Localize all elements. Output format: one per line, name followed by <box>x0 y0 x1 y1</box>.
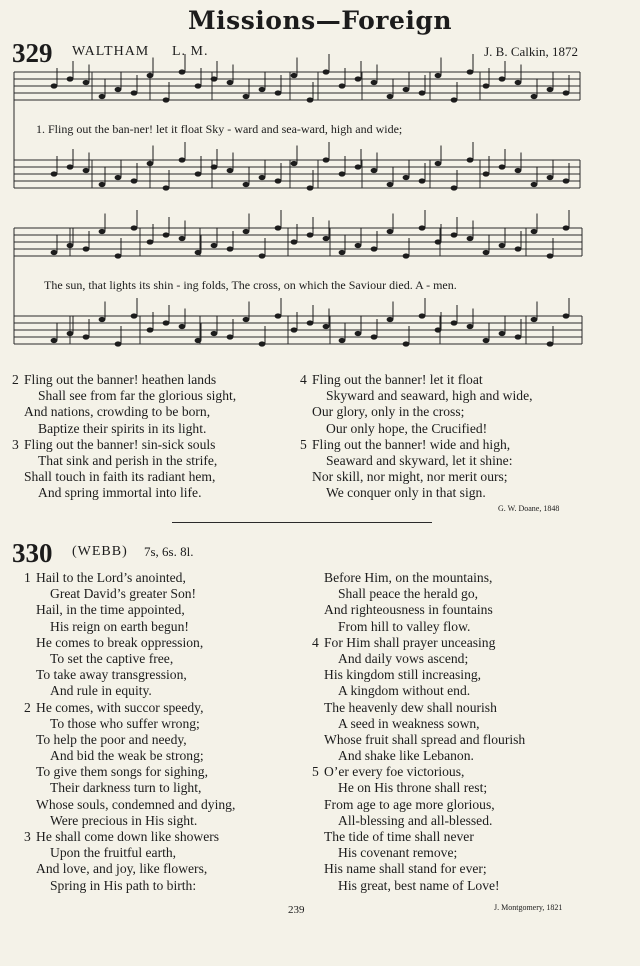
notehead <box>275 178 282 183</box>
stanza-line <box>24 635 235 651</box>
stanza-line <box>12 485 236 501</box>
stanza-line <box>312 651 525 667</box>
stanza-number: 4 <box>312 634 319 650</box>
lyric-line-1: 1. Fling out the ban-ner! let it float Sky - ward and sea-ward, high and wide; <box>36 122 403 136</box>
notehead <box>515 168 522 173</box>
notehead <box>483 171 490 176</box>
notehead <box>419 225 426 230</box>
notehead <box>563 225 570 230</box>
stanza-text: Spring in His path to birth: <box>50 877 197 893</box>
music-score <box>0 0 640 360</box>
stanza-text: Were precious in His sight. <box>50 812 198 828</box>
stanza-text: And love, and joy, like flowers, <box>36 861 208 877</box>
notehead <box>403 175 410 180</box>
stanza-text: The heavenly dew shall nourish <box>324 699 497 715</box>
stanza-line <box>24 732 235 748</box>
notehead <box>355 76 362 81</box>
stanza-text: From age to age more glorious, <box>324 796 495 812</box>
stanza-text: And shake like Lebanon. <box>338 748 474 764</box>
notehead <box>467 69 474 74</box>
notehead <box>275 90 282 95</box>
stanza-text: For Him shall prayer unceasing <box>324 634 496 650</box>
lyric-line-2: The sun, that lights its shin - ing folds, The cross, on which the Saviour died. A - men. <box>44 278 457 292</box>
notehead <box>403 253 410 258</box>
stanza-text: Their darkness turn to light, <box>50 780 202 796</box>
notehead <box>259 253 266 258</box>
page-title: Missions—Foreign <box>187 6 453 35</box>
page-number: 239 <box>288 904 305 916</box>
notehead <box>211 76 218 81</box>
stanza-line <box>312 586 525 602</box>
notehead <box>387 182 394 187</box>
notehead <box>179 236 186 241</box>
notehead <box>195 83 202 88</box>
notehead <box>371 246 378 251</box>
notehead <box>483 83 490 88</box>
stanza-number: 5 <box>312 764 319 780</box>
notehead <box>531 229 538 234</box>
stanza-number: 3 <box>12 436 19 452</box>
notehead <box>99 317 106 322</box>
notehead <box>259 87 266 92</box>
stanza-line <box>12 453 236 469</box>
notehead <box>435 161 442 166</box>
notehead <box>275 313 282 318</box>
stanza-line <box>24 667 235 683</box>
notehead <box>563 178 570 183</box>
stanza-text: To help the poor and needy, <box>36 731 187 747</box>
stanza-line <box>24 813 235 829</box>
notehead <box>275 225 282 230</box>
stanza-line <box>300 437 533 453</box>
notehead <box>211 331 218 336</box>
notehead <box>227 246 234 251</box>
stanza-line <box>24 683 235 699</box>
stanza-text: To set the captive free, <box>50 650 174 666</box>
stanza-text: To give them songs for sighing, <box>36 764 208 780</box>
stanza-line <box>24 780 235 796</box>
stanza-line <box>24 764 235 780</box>
notehead <box>179 69 186 74</box>
notehead <box>563 90 570 95</box>
notehead <box>307 185 314 190</box>
stanza-text: Our glory, only in the cross; <box>312 404 465 420</box>
notehead <box>371 334 378 339</box>
stanza-line <box>24 878 235 894</box>
notehead <box>99 182 106 187</box>
stanza-text: Fling out the banner! wide and high, <box>312 436 511 452</box>
stanza-line <box>312 813 525 829</box>
notehead <box>147 161 154 166</box>
author-329: G. W. Doane, 1848 <box>498 504 560 513</box>
stanza-line <box>312 732 525 748</box>
stanza-line <box>24 748 235 764</box>
stanza-text: Fling out the banner! heathen lands <box>24 372 217 387</box>
notehead <box>515 334 522 339</box>
notehead <box>179 157 186 162</box>
stanza-text: He on His throne shall rest; <box>338 780 488 796</box>
notehead <box>67 76 74 81</box>
notehead <box>307 232 314 237</box>
stanza-line <box>12 388 236 404</box>
stanza-text: A kingdom without end. <box>338 683 471 699</box>
stanza-text: Upon the fruitful earth, <box>50 845 177 861</box>
notehead <box>371 168 378 173</box>
notehead <box>355 164 362 169</box>
stanza-line <box>12 372 236 388</box>
stanza-line <box>12 421 236 437</box>
notehead <box>163 185 170 190</box>
notehead <box>563 313 570 318</box>
meter: L. M. <box>172 44 209 59</box>
stanza-text: His covenant remove; <box>338 845 458 861</box>
stanza-text: Whose fruit shall spread and flourish <box>324 731 526 747</box>
stanza-line <box>24 829 235 845</box>
stanza-line <box>12 437 236 453</box>
notehead <box>531 182 538 187</box>
notehead <box>403 341 410 346</box>
hymn-number-329: 329 <box>12 38 53 68</box>
notehead <box>435 327 442 332</box>
stanza-text: Shall see from far the glorious sight, <box>38 388 237 404</box>
notehead <box>131 313 138 318</box>
notehead <box>339 83 346 88</box>
stanza-text: His reign on earth begun! <box>50 618 189 634</box>
stanza-text: And daily vows ascend; <box>338 650 469 666</box>
notehead <box>467 157 474 162</box>
stanza-text: That sink and perish in the strife, <box>38 452 218 468</box>
stanza-text: Fling out the banner! sin-sick souls <box>24 436 216 452</box>
stanza-text: All-blessing and all-blessed. <box>338 812 493 828</box>
stanza-line <box>24 602 235 618</box>
notehead <box>467 236 474 241</box>
notehead <box>323 236 330 241</box>
notehead <box>259 175 266 180</box>
notehead <box>211 243 218 248</box>
stanza-line <box>312 700 525 716</box>
notehead <box>435 239 442 244</box>
stanza-text: To take away transgression, <box>36 667 187 683</box>
notehead <box>243 317 250 322</box>
stanza-line <box>300 453 533 469</box>
stanza-line <box>312 829 525 845</box>
hymn-divider <box>172 522 432 523</box>
stanza-line <box>312 780 525 796</box>
notehead <box>531 94 538 99</box>
notehead <box>99 94 106 99</box>
stanza-text: We conquer only in that sign. <box>326 485 486 501</box>
stanza-text: And nations, crowding to be born, <box>24 404 211 420</box>
notehead <box>195 338 202 343</box>
notehead <box>131 90 138 95</box>
stanza-line <box>12 404 236 420</box>
stanza-line <box>300 404 533 420</box>
meter-330: 7s, 6s. 8l. <box>144 544 194 559</box>
notehead <box>307 320 314 325</box>
stanzas-330-right <box>312 570 525 894</box>
notehead <box>163 320 170 325</box>
stanzas-329-right <box>300 372 533 502</box>
stanza-text: Baptize their spirits in its light. <box>38 420 207 436</box>
notehead <box>323 324 330 329</box>
notehead <box>51 83 58 88</box>
stanza-number: 1 <box>24 570 31 585</box>
stanza-line <box>24 570 235 586</box>
stanza-text: Shall touch in faith its radiant hem, <box>24 469 216 485</box>
stanza-line <box>300 421 533 437</box>
stanza-text: And righteousness in fountains <box>324 602 493 618</box>
notehead <box>451 97 458 102</box>
notehead <box>243 229 250 234</box>
notehead <box>547 341 554 346</box>
stanza-text: His name shall stand for ever; <box>324 861 487 877</box>
notehead <box>403 87 410 92</box>
stanza-line <box>300 485 533 501</box>
notehead <box>147 327 154 332</box>
notehead <box>67 243 74 248</box>
notehead <box>227 334 234 339</box>
notehead <box>515 246 522 251</box>
stanza-line <box>312 845 525 861</box>
notehead <box>483 338 490 343</box>
notehead <box>339 338 346 343</box>
notehead <box>243 182 250 187</box>
stanza-line <box>24 716 235 732</box>
notehead <box>451 185 458 190</box>
stanza-line <box>312 716 525 732</box>
stanza-text: Our only hope, the Crucified! <box>326 420 488 436</box>
notehead <box>291 239 298 244</box>
stanza-text: He shall come down like showers <box>36 829 220 844</box>
stanza-line <box>300 372 533 388</box>
notehead <box>387 229 394 234</box>
notehead <box>419 313 426 318</box>
stanza-text: And rule in equity. <box>50 683 152 699</box>
notehead <box>451 232 458 237</box>
notehead <box>83 80 90 85</box>
notehead <box>323 157 330 162</box>
stanzas-329-left <box>12 372 236 502</box>
stanza-line <box>24 845 235 861</box>
stanza-line <box>312 764 525 780</box>
notehead <box>291 161 298 166</box>
stanza-number: 3 <box>24 829 31 844</box>
stanza-line <box>312 619 525 635</box>
notehead <box>499 243 506 248</box>
tune-name-330: (WEBB) <box>72 544 128 559</box>
stanza-number: 5 <box>300 436 307 452</box>
notehead <box>99 229 106 234</box>
notehead <box>547 175 554 180</box>
stanza-line <box>300 388 533 404</box>
notehead <box>227 80 234 85</box>
notehead <box>195 171 202 176</box>
stanza-number: 2 <box>24 699 31 715</box>
notehead <box>371 80 378 85</box>
notehead <box>499 164 506 169</box>
notehead <box>115 253 122 258</box>
notehead <box>115 341 122 346</box>
notehead <box>115 175 122 180</box>
notehead <box>83 246 90 251</box>
notehead <box>339 171 346 176</box>
stanza-line <box>300 469 533 485</box>
notehead <box>83 334 90 339</box>
stanza-line <box>24 797 235 813</box>
notehead <box>355 243 362 248</box>
notehead <box>291 327 298 332</box>
stanza-line <box>24 651 235 667</box>
notehead <box>355 331 362 336</box>
notehead <box>115 87 122 92</box>
notehead <box>163 232 170 237</box>
stanza-line <box>24 619 235 635</box>
stanza-line <box>312 861 525 877</box>
notehead <box>339 250 346 255</box>
stanza-text: Hail, in the time appointed, <box>36 602 185 618</box>
notehead <box>243 94 250 99</box>
notehead <box>291 73 298 78</box>
stanza-text: His kingdom still increasing, <box>324 667 482 683</box>
notehead <box>323 69 330 74</box>
stanza-text: And bid the weak be strong; <box>50 748 204 764</box>
notehead <box>51 250 58 255</box>
stanza-text: He comes to break oppression, <box>36 634 204 650</box>
stanza-text: Hail to the Lord’s anointed, <box>36 570 186 585</box>
stanza-text: Fling out the banner! let it float <box>312 372 483 387</box>
notehead <box>515 80 522 85</box>
stanza-text: From hill to valley flow. <box>338 618 471 634</box>
stanza-text: And spring immortal into life. <box>38 485 202 501</box>
notehead <box>179 324 186 329</box>
stanza-text: Shall peace the herald go, <box>338 586 479 602</box>
stanza-line <box>12 469 236 485</box>
notehead <box>131 178 138 183</box>
stanza-line <box>24 586 235 602</box>
stanza-line <box>24 861 235 877</box>
stanza-text: Great David’s greater Son! <box>50 586 197 602</box>
stanza-line <box>312 797 525 813</box>
notehead <box>467 324 474 329</box>
stanza-text: The tide of time shall never <box>324 829 474 844</box>
notehead <box>499 76 506 81</box>
notehead <box>67 331 74 336</box>
stanza-line <box>312 748 525 764</box>
stanza-line <box>312 683 525 699</box>
notehead <box>67 164 74 169</box>
stanza-text: His great, best name of Love! <box>338 877 500 893</box>
notehead <box>419 178 426 183</box>
notehead <box>195 250 202 255</box>
notehead <box>211 164 218 169</box>
stanza-text: Seaward and skyward, let it shine: <box>326 452 513 468</box>
notehead <box>131 225 138 230</box>
stanza-line <box>312 635 525 651</box>
stanza-text: Whose souls, condemned and dying, <box>36 796 236 812</box>
notehead <box>83 168 90 173</box>
stanza-number: 4 <box>300 372 307 387</box>
stanza-line <box>312 570 525 586</box>
notehead <box>51 171 58 176</box>
stanza-text: A seed in weakness sown, <box>338 715 480 731</box>
notehead <box>387 94 394 99</box>
composer: J. B. Calkin, 1872 <box>484 44 578 59</box>
stanzas-330-left <box>24 570 235 894</box>
stanza-line <box>24 700 235 716</box>
notehead <box>307 97 314 102</box>
notehead <box>547 253 554 258</box>
author-330: J. Montgomery, 1821 <box>494 903 563 912</box>
notehead <box>51 338 58 343</box>
notehead <box>147 239 154 244</box>
notehead <box>147 73 154 78</box>
notehead <box>259 341 266 346</box>
notehead <box>483 250 490 255</box>
notehead <box>163 97 170 102</box>
notehead <box>531 317 538 322</box>
notehead <box>435 73 442 78</box>
tune-name: WALTHAM <box>72 44 150 59</box>
notehead <box>419 90 426 95</box>
stanza-text: Before Him, on the mountains, <box>324 570 493 585</box>
stanza-text: Nor skill, nor might, nor merit ours; <box>312 469 508 485</box>
stanza-number: 2 <box>12 372 19 387</box>
notehead <box>387 317 394 322</box>
notehead <box>499 331 506 336</box>
notehead <box>451 320 458 325</box>
notehead <box>547 87 554 92</box>
stanza-line <box>312 667 525 683</box>
stanza-text: O’er every foe victorious, <box>324 764 465 780</box>
notehead <box>227 168 234 173</box>
hymn-number-330: 330 <box>12 538 53 568</box>
stanza-text: He comes, with succor speedy, <box>36 699 204 715</box>
stanza-text: To those who suffer wrong; <box>50 715 200 731</box>
stanza-text: Skyward and seaward, high and wide, <box>326 388 533 404</box>
stanza-line <box>312 602 525 618</box>
stanza-line <box>312 878 525 894</box>
